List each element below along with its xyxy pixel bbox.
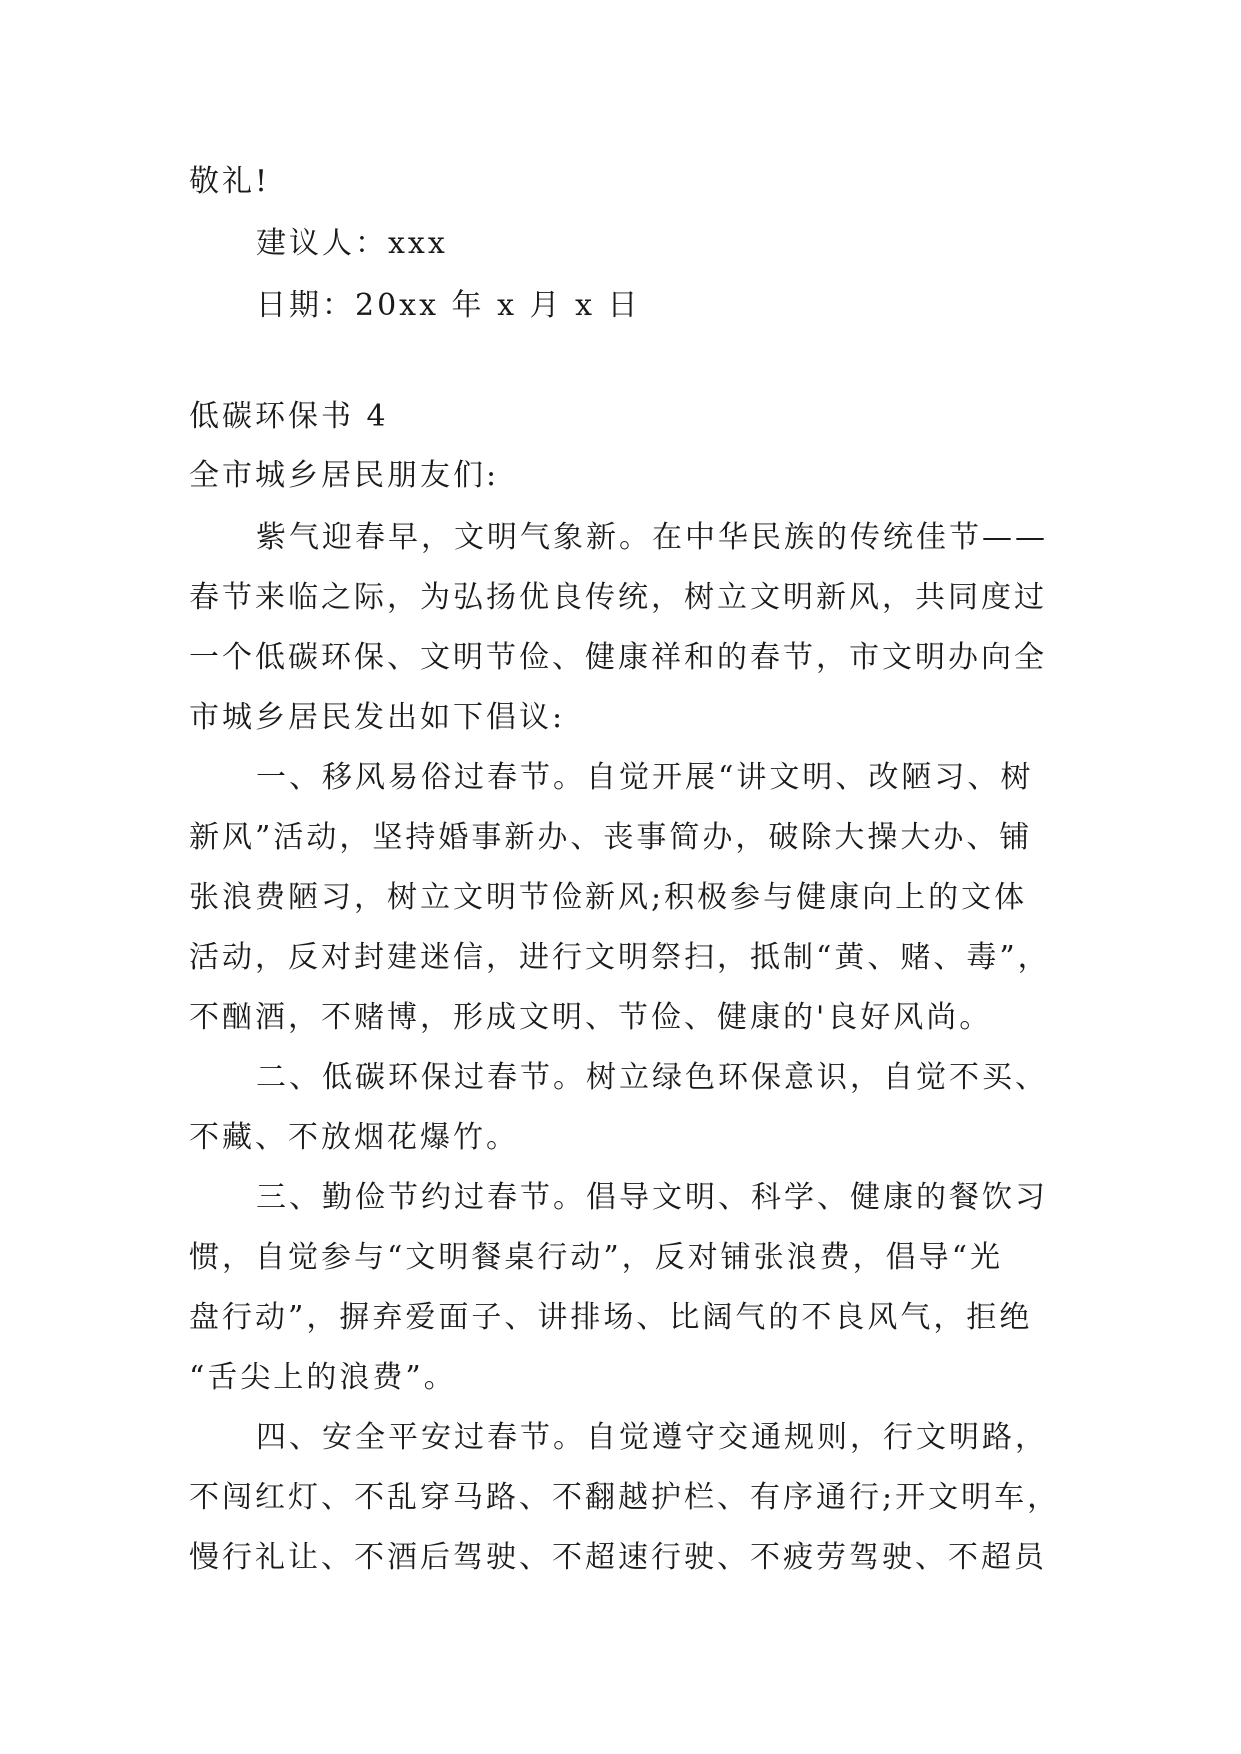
paragraph-line: 一个低碳环保、文明节俭、健康祥和的春节，市文明办向全 bbox=[189, 640, 1047, 675]
section-title: 低碳环保书 4 bbox=[189, 399, 389, 434]
date-line: 日期：20xx 年 x 月 x 日 bbox=[256, 288, 641, 323]
paragraph-line: 二、低碳环保过春节。树立绿色环保意识，自觉不买、 bbox=[256, 1060, 1048, 1095]
paragraph-line: 不藏、不放烟花爆竹。 bbox=[189, 1120, 519, 1155]
paragraph-line: 盘行动”，摒弃爱面子、讲排场、比阔气的不良风气，拒绝 bbox=[189, 1300, 1033, 1335]
paragraph-line: 市城乡居民发出如下倡议: bbox=[189, 700, 566, 735]
paragraph-line: 三、勤俭节约过春节。倡导文明、科学、健康的餐饮习 bbox=[256, 1180, 1048, 1215]
paragraph-line: 春节来临之际，为弘扬优良传统，树立文明新风，共同度过 bbox=[189, 580, 1047, 615]
proposer-line: 建议人：xxx bbox=[256, 226, 448, 261]
paragraph-line: 张浪费陋习，树立文明节俭新风;积极参与健康向上的文体 bbox=[189, 880, 1028, 915]
paragraph-line: 紫气迎春早，文明气象新。在中华民族的传统佳节—— bbox=[256, 520, 1048, 555]
paragraph-line: 不酗酒，不赌博，形成文明、节俭、健康的'良好风尚。 bbox=[189, 1000, 993, 1035]
paragraph-line: 慢行礼让、不酒后驾驶、不超速行驶、不疲劳驾驶、不超员 bbox=[189, 1540, 1047, 1575]
paragraph-line: 一、移风易俗过春节。自觉开展“讲文明、改陋习、树 bbox=[256, 760, 1034, 795]
paragraph-line: 不闯红灯、不乱穿马路、不翻越护栏、有序通行;开文明车， bbox=[189, 1480, 1061, 1515]
paragraph-line: 新风”活动，坚持婚事新办、丧事简办，破除大操大办、铺 bbox=[189, 820, 1033, 855]
greeting-line: 全市城乡居民朋友们: bbox=[189, 458, 500, 493]
paragraph-line: 惯，自觉参与“文明餐桌行动”，反对铺张浪费，倡导“光 bbox=[189, 1240, 1004, 1275]
paragraph-line: 四、安全平安过春节。自觉遵守交通规则，行文明路， bbox=[256, 1420, 1048, 1455]
paragraph-line: 活动，反对封建迷信，进行文明祭扫，抵制“黄、赌、毒”， bbox=[189, 940, 1051, 975]
paragraph-line: “舌尖上的浪费”。 bbox=[189, 1360, 457, 1395]
closing-salute: 敬礼! bbox=[189, 164, 271, 199]
